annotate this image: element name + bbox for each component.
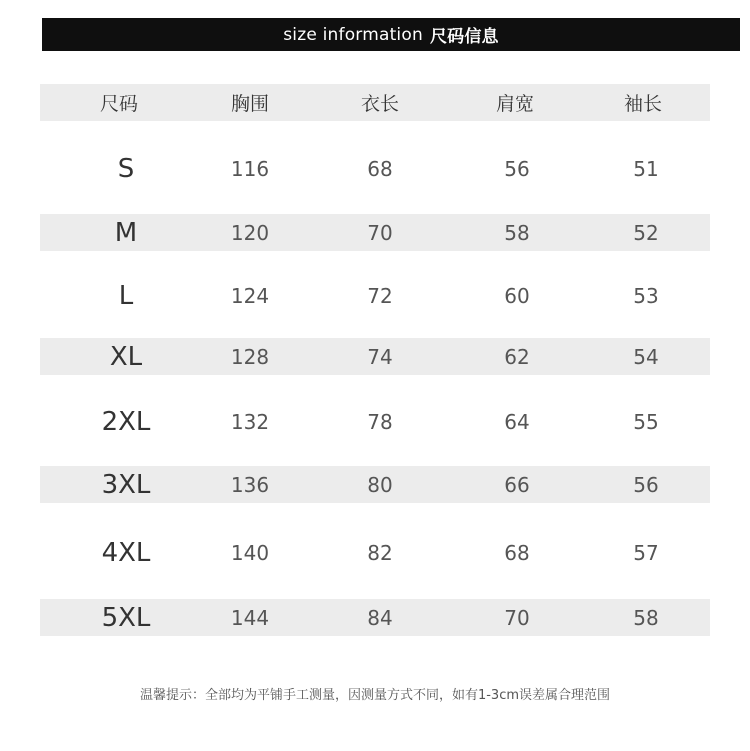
cell-length: 72 bbox=[367, 283, 393, 308]
cell-shoulder: 66 bbox=[504, 472, 530, 497]
cell-chest: 124 bbox=[230, 283, 270, 308]
title-english: size information bbox=[283, 24, 423, 45]
cell-length: 84 bbox=[367, 605, 393, 630]
cell-chest: 132 bbox=[230, 410, 270, 434]
cell-chest: 128 bbox=[230, 344, 270, 369]
cell-size: 4XL bbox=[101, 537, 151, 568]
cell-sleeve: 55 bbox=[633, 410, 659, 434]
cell-size: 3XL bbox=[101, 469, 151, 500]
title-bar bbox=[42, 18, 740, 51]
header-length: 衣长 bbox=[360, 93, 400, 115]
cell-size: S bbox=[117, 154, 135, 184]
table-row bbox=[40, 262, 710, 329]
cell-chest: 136 bbox=[230, 472, 270, 497]
cell-chest: 140 bbox=[230, 540, 270, 565]
cell-shoulder: 56 bbox=[504, 157, 530, 181]
cell-size: 5XL bbox=[101, 602, 151, 633]
cell-shoulder: 70 bbox=[504, 605, 530, 630]
title-chinese: 尺码信息 bbox=[429, 27, 499, 47]
cell-length: 68 bbox=[367, 157, 393, 181]
cell-size: 2XL bbox=[101, 407, 151, 437]
header-size: 尺码 bbox=[99, 93, 139, 115]
cell-length: 80 bbox=[367, 472, 393, 497]
cell-shoulder: 58 bbox=[504, 220, 530, 245]
cell-shoulder: 62 bbox=[504, 344, 530, 369]
cell-length: 82 bbox=[367, 540, 393, 565]
table-header-row bbox=[40, 84, 710, 121]
cell-chest: 120 bbox=[230, 220, 270, 245]
cell-chest: 144 bbox=[230, 605, 270, 630]
table-row bbox=[40, 135, 710, 203]
cell-length: 70 bbox=[367, 220, 393, 245]
cell-shoulder: 60 bbox=[504, 283, 530, 308]
cell-sleeve: 53 bbox=[633, 283, 659, 308]
table-row bbox=[40, 514, 710, 591]
cell-shoulder: 64 bbox=[504, 410, 530, 434]
header-chest: 胸围 bbox=[230, 93, 270, 115]
cell-sleeve: 52 bbox=[633, 220, 659, 245]
table-row bbox=[40, 214, 710, 251]
cell-length: 78 bbox=[367, 410, 393, 434]
cell-sleeve: 58 bbox=[633, 605, 659, 630]
table-row bbox=[40, 599, 710, 636]
cell-sleeve: 57 bbox=[633, 540, 659, 565]
header-sleeve: 袖长 bbox=[623, 93, 663, 115]
cell-sleeve: 56 bbox=[633, 472, 659, 497]
table-row bbox=[40, 466, 710, 503]
cell-sleeve: 51 bbox=[633, 157, 659, 181]
cell-shoulder: 68 bbox=[504, 540, 530, 565]
cell-length: 74 bbox=[367, 344, 393, 369]
table-row bbox=[40, 338, 710, 375]
measurement-note: 温馨提示：全部均为平铺手工测量，因测量方式不同，如有1-3cm误差属合理范围 bbox=[139, 688, 611, 703]
cell-size: M bbox=[114, 217, 138, 248]
cell-size: L bbox=[118, 280, 134, 311]
header-shoulder: 肩宽 bbox=[495, 93, 535, 115]
cell-sleeve: 54 bbox=[633, 344, 659, 369]
cell-size: XL bbox=[109, 341, 143, 372]
cell-chest: 116 bbox=[230, 157, 270, 181]
table-row bbox=[40, 386, 710, 458]
